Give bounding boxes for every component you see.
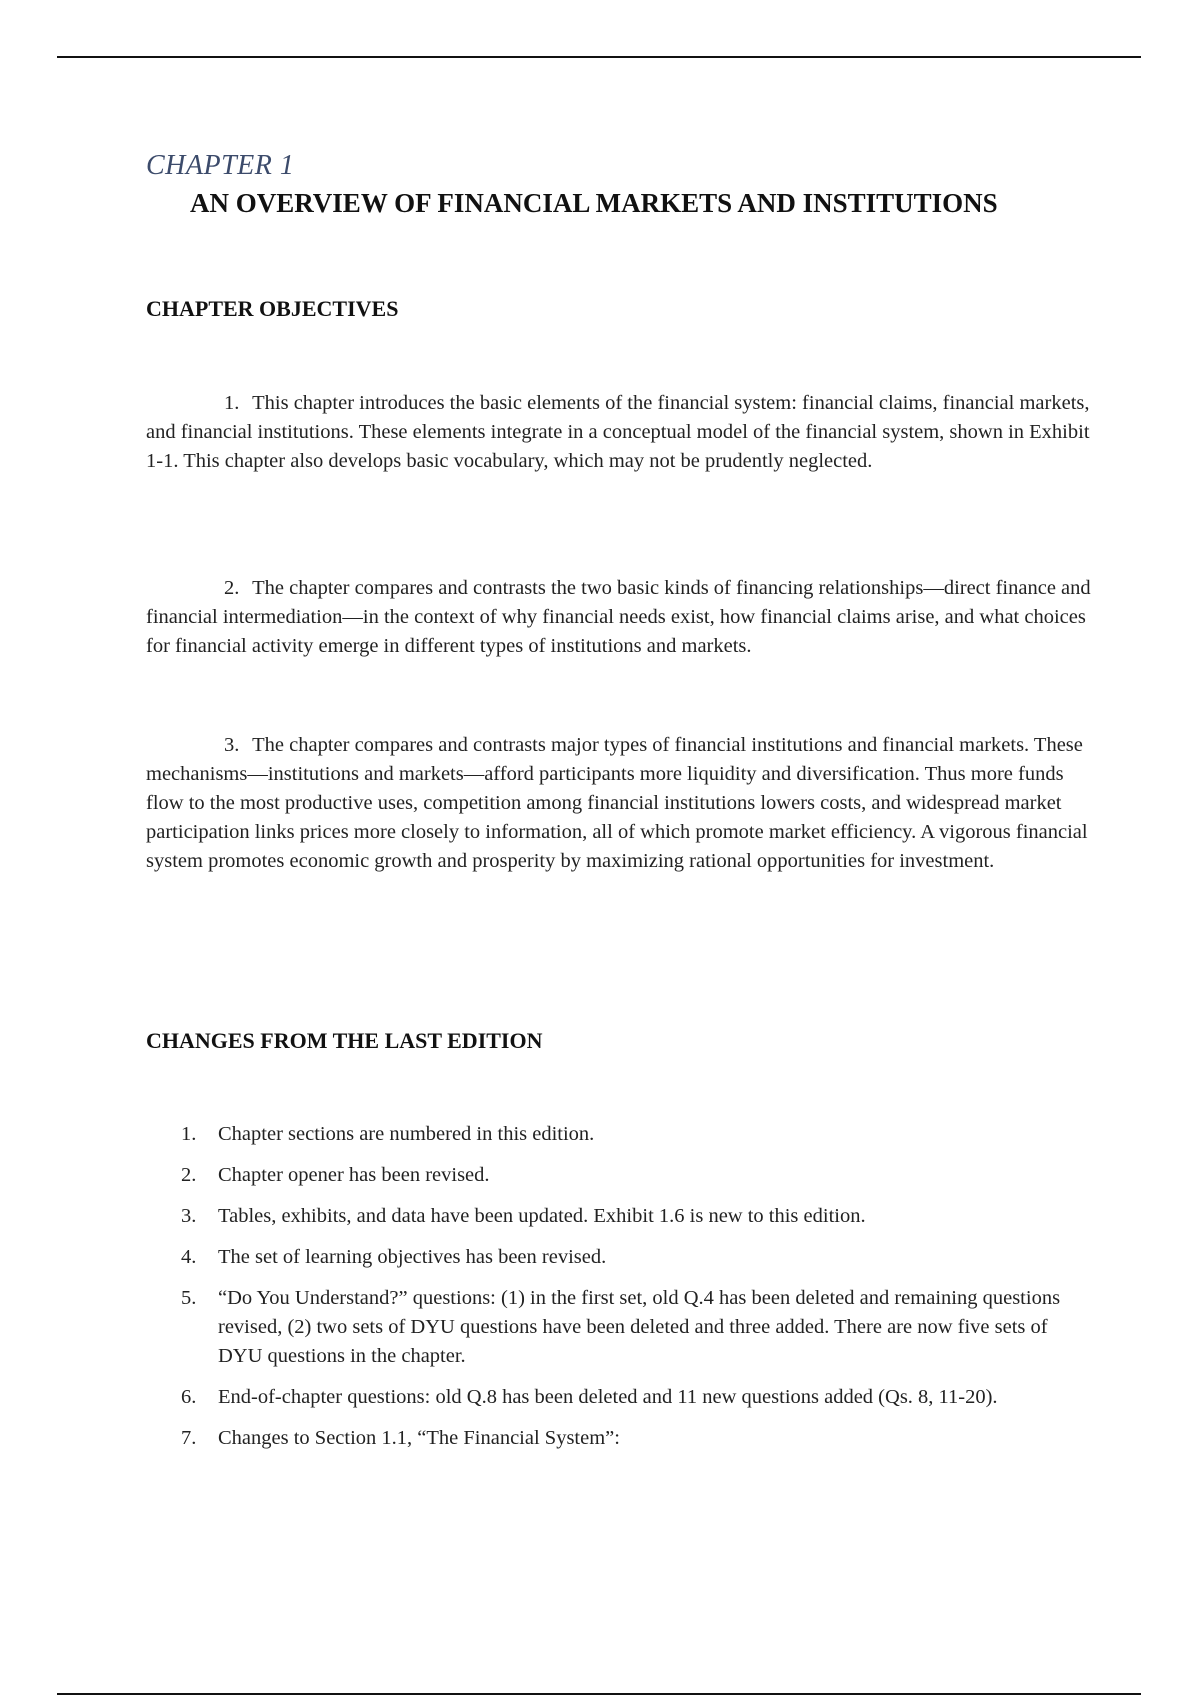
objective-number: 2. <box>224 577 240 599</box>
objective-paragraph <box>146 389 1096 476</box>
change-item <box>146 1284 1096 1371</box>
change-text: Chapter sections are numbered in this edition. <box>218 1123 595 1145</box>
objective-number: 3. <box>224 734 240 756</box>
change-number: 1. <box>181 1123 197 1145</box>
change-item <box>146 1383 1096 1412</box>
change-number: 2. <box>181 1164 197 1186</box>
objectives-heading: CHAPTER OBJECTIVES <box>146 296 399 321</box>
change-number: 3. <box>181 1205 197 1227</box>
change-item <box>146 1424 1096 1453</box>
change-item <box>146 1202 1096 1231</box>
change-number: 5. <box>181 1287 197 1309</box>
changes-list <box>146 1120 1096 1465</box>
change-item <box>146 1243 1096 1272</box>
change-text: End-of-chapter questions: old Q.8 has been deleted and 11 new questions added (Qs. 8, 11-20). <box>218 1386 998 1408</box>
change-item <box>146 1161 1096 1190</box>
objective-text: The chapter compares and contrasts major types of financial institutions and financial markets. These mechanisms—institutions and markets—afford participants more liquidity and diversification. Thus more funds flow to the most productive uses, competition among financial institutions lowers costs, and widespread market participation links prices more closely to information, all of which promote market efficiency. A vigorous financial system promotes economic growth and prosperity by maximizing rational opportunities for investment. <box>146 734 1088 872</box>
change-item <box>146 1120 1096 1149</box>
top-rule <box>57 56 1141 58</box>
change-number: 7. <box>181 1427 197 1449</box>
objective-paragraph <box>146 574 1096 661</box>
objective-text: This chapter introduces the basic elements of the financial system: financial claims, financial markets, and financial institutions. These elements integrate in a conceptual model of the financial system, shown in Exhibit 1-1. This chapter also develops basic vocabulary, which may not be prudently neglected. <box>146 392 1090 472</box>
objective-text: The chapter compares and contrasts the two basic kinds of financing relationships—direct finance and financial intermediation—in the context of why financial needs exist, how financial claims arise, and what choices for financial activity emerge in different types of institutions and markets. <box>146 577 1091 657</box>
change-number: 4. <box>181 1246 197 1268</box>
chapter-title: AN OVERVIEW OF FINANCIAL MARKETS AND INSTITUTIONS <box>190 188 998 218</box>
bottom-rule <box>57 1693 1141 1695</box>
change-text: Chapter opener has been revised. <box>218 1164 490 1186</box>
change-text: The set of learning objectives has been revised. <box>218 1246 607 1268</box>
change-text: “Do You Understand?” questions: (1) in the first set, old Q.4 has been deleted and remaining questions revised, (2) two sets of DYU questions have been deleted and three added. There are now five sets of DYU questions in the chapter. <box>218 1287 1061 1367</box>
change-text: Tables, exhibits, and data have been updated. Exhibit 1.6 is new to this edition. <box>218 1205 866 1227</box>
chapter-label: CHAPTER 1 <box>146 150 295 181</box>
change-text: Changes to Section 1.1, “The Financial System”: <box>218 1427 620 1449</box>
objective-paragraph <box>146 731 1096 876</box>
change-number: 6. <box>181 1386 197 1408</box>
changes-heading: CHANGES FROM THE LAST EDITION <box>146 1028 543 1053</box>
objective-number: 1. <box>224 392 240 414</box>
